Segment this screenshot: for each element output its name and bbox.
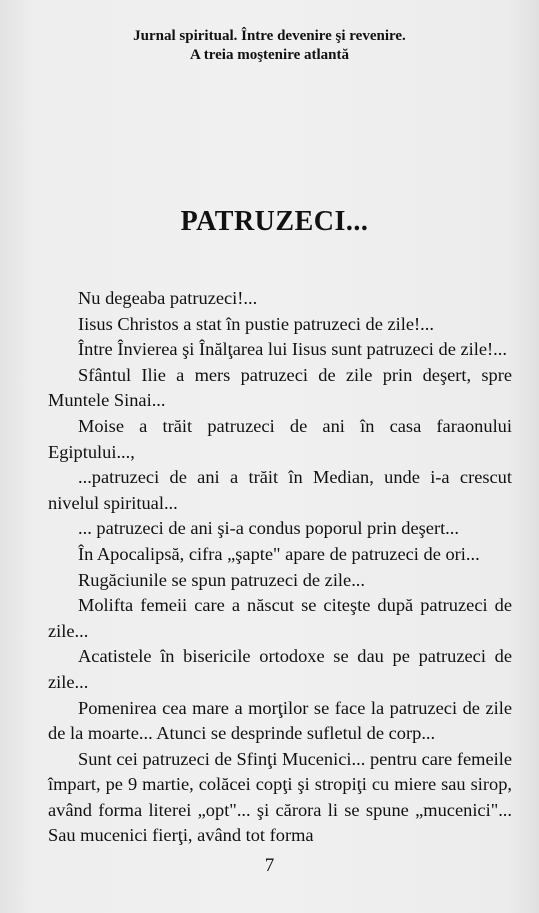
- page-number: 7: [264, 855, 275, 876]
- paragraph: Pomenirea cea mare a morţilor se face la patruzeci de zile de la moarte... Atunci se desprinde sufletul de corp...: [48, 697, 512, 744]
- chapter-title: PATRUZECI...: [180, 206, 369, 237]
- paragraph: Acatistele în bisericile ortodoxe se dau pe patruzeci de zile...: [48, 646, 512, 692]
- paragraph: Iisus Christos a stat în pustie patruzeci de zile!...: [78, 313, 434, 334]
- paragraph: În Apocalipsă, cifra „şapte" apare de patruzeci de ori...: [78, 543, 480, 564]
- header-line-2: A treia moştenire atlantă: [189, 47, 349, 63]
- paragraph: Sfântul Ilie a mers patruzeci de zile prin deşert, spre Muntele Sinai...: [48, 364, 512, 411]
- paragraph: Nu degeaba patruzeci!...: [78, 288, 258, 308]
- header-line-1: Jurnal spiritual. Între devenire şi revenire.: [133, 28, 406, 44]
- paragraph: Între Învierea şi Înălţarea lui Iisus sunt patruzeci de zile!...: [78, 339, 507, 360]
- body-text: [48, 286, 512, 849]
- paragraph: Molifta femeii care a născut se citeşte după patruzeci de zile...: [48, 595, 512, 641]
- paragraph: ...patruzeci de ani a trăit în Median, unde i-a crescut nivelul spiritual...: [48, 467, 512, 513]
- running-header: [0, 27, 539, 65]
- paragraph: Moise a trăit patruzeci de ani în casa faraonului Egiptului...,: [48, 415, 512, 462]
- paragraph: Rugăciunile se spun patruzeci de zile...: [78, 569, 365, 590]
- reverse-page-bleed-through: [60, 62, 520, 85]
- paragraph: ... patruzeci de ani şi-a condus poporul prin deşert...: [78, 518, 459, 539]
- paragraph: Sunt cei patruzeci de Sfinţi Mucenici... pentru care femeile împart, pe 9 martie, colăcei copţi şi stropiţi cu miere sau sirop, având forma literei „opt"... şi cărora li se spune „mucenici"... Sau mucenici fierţi, având tot forma: [48, 748, 512, 846]
